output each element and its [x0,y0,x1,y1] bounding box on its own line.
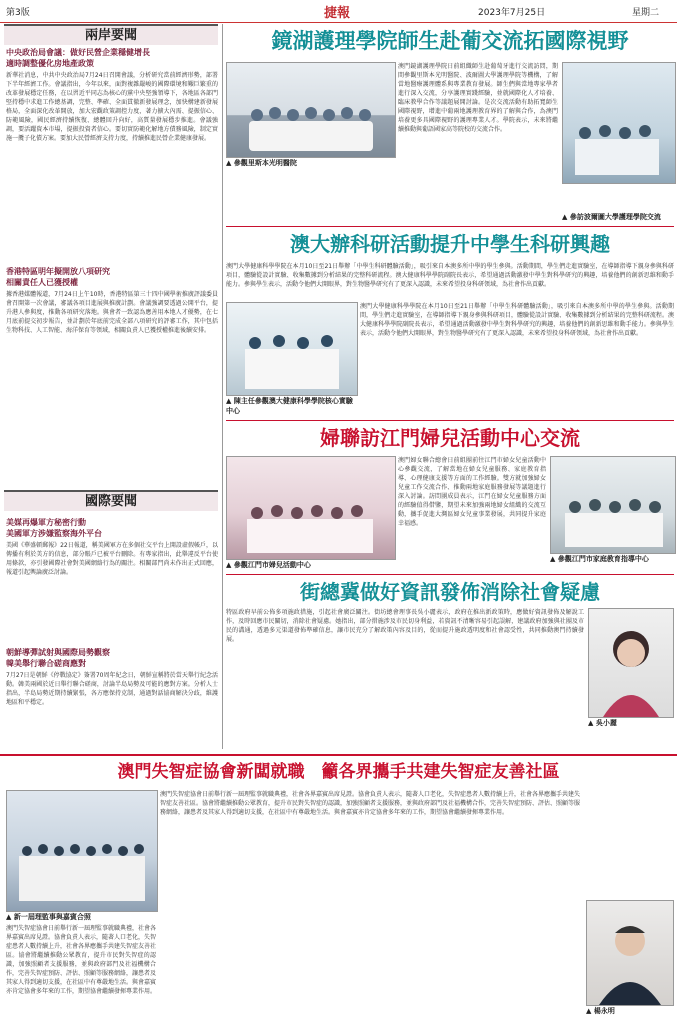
photo-inauguration-group [6,790,158,912]
issue-weekday: 星期二 [632,8,660,18]
divider [226,226,674,227]
article-subheadline: 適時調整優化房地產政策 [6,59,94,68]
article-body: 特區政府早前公佈多項施政措施，引起社會廣泛關注。街坊總會理事長吳小麗表示，政府在推出新政策時，應做好資訊發佈及解說工作，及時回應市民關切，消除社會疑慮。她指出，部分措施涉及市民切身利益，若資訊不清晰容易引起誤解，建議政府加強與社團及市民的溝通，透過多元渠道發佈準確信息，讓市民充分了解政策內容及目的，從而提升施政透明度和社會認受性，共同推動澳門持續發展。 [226,609,584,643]
photo-visit-university [562,62,676,184]
article-headline: 澳大辦科研活動提升中學生科研興趣 [290,232,610,256]
divider [226,420,674,421]
photo-caption: ▲ 參訪波爾圖大學護理學院交流 [562,212,674,222]
portrait-photo [588,608,674,718]
article-subheadline: 美國軍方涉嫌監察海外平台 [6,529,102,538]
photo-caption: ▲ 陳主任參觀澳大健康科學學院核心實驗中心 [226,396,356,416]
article-body: 澳門大學健康科學學院在本月10日至21日舉辦「中學生科研體驗活動」，吸引來自本澳多所中學的學生參與。活動期間，學生們走進實驗室，在導師指導下親身參與科研項目，體驗從設計實驗、收集數據到分析結果的完整科研流程。澳大健康科學學院副院長表示，希望通過活動激發中學生對科學研究的興趣，培養他們的創新思維和動手能力。參與學生表示，活動令他們大開眼界，對生物醫學研究有了更深入認識，未來希望投身科研領域，為社會作出貢獻。 [226,263,674,288]
photo-lab-visit [226,302,358,396]
photo-women-center [226,456,396,560]
article-subheadline: 相關責任人已獲授權 [6,278,78,287]
photo-caption: ▲ 參觀里斯本光明醫院 [226,158,394,168]
photo-caption: ▲ 新一屆理監事與嘉賓合照 [6,912,156,922]
divider [226,574,674,575]
article-headline: 鏡湖護理學院師生赴葡交流拓國際視野 [271,29,629,53]
article-body-cont: 澳門大學健康科學學院在本月10日至21日舉辦「中學生科研體驗活動」，吸引來自本澳多所中學的學生參與。活動期間，學生們走進實驗室，在導師指導下親身參與科研項目，體驗從設計實驗、收集數據到分析結果的完整科研流程。澳大健康科學學院副院長表示，希望通過活動激發中學生對科學研究的興趣，培養他們的創新思維和動手能力。參與學生表示，活動令他們大開眼界，對生物醫學研究有了更深入認識，未來希望投身科研領域，為社會作出貢獻。 [360,303,674,337]
photo-caption: ▲ 楊永明 [586,1006,672,1016]
article-headline: 澳門失智症協會新闆就職 籲各界攜手共建失智症友善社區 [117,762,560,782]
article-body: 澳門鏡湖護理學院日前組織師生赴葡萄牙進行交流訪問，期間參觀里斯本光明醫院、波爾圖大學護理學院等機構，了解當地醫療護理體系與專業教育發展。師生們與當地專家學者進行深入交流，分享護理實踐經驗，並就國際化人才培養、臨床教學合作等議題展開討論。是次交流活動有助拓寬師生國際視野，增進中葡兩地護理教育界的了解與合作，為澳門培養更多具國際視野的護理專業人才。學院表示，未來將繼續推動與葡語國家高等院校的交流合作。 [398,63,558,133]
article-subheadline: 韓美舉行聯合磋商應對 [6,659,86,668]
article-body: 澳門婦女聯合總會日前組團前往江門市婦女兒童活動中心參觀交流，了解當地在婦女兒童服務、家庭教育指導、心理健康支援等方面的工作經驗。雙方就加強婦女兒童工作交流合作、推動兩地家庭服務發展等議題進行深入討論。訪問團成員表示，江門在婦女兒童服務方面的經驗值得借鑒，期望未來加強兩地婦女組織的交流互動，攜手促進大灣區婦女兒童事業發展，共同提升家庭幸福感。 [398,457,546,527]
article-body: 澳門失智症協會日前舉行新一屆理監事就職典禮，社會各界嘉賓出席見證。協會負責人表示，隨著人口老化，失智症患者人數持續上升，社會各界應攜手共建失智症友善社區。協會將繼續推動公眾教育，提升市民對失智症的認識，加強照顧者支援服務，並與政府部門及社福機構合作，完善失智症預防、評估、照顧等服務網絡，讓患者及其家人得到適切支援，在社區中有尊嚴地生活。與會嘉賓亦肯定協會多年來的工作，期望協會繼續發揮專業作用。 [160,791,580,816]
section-header-cross-strait: 兩岸要聞 [4,24,218,45]
article-headline: 朝鮮導彈試射與國際局勢觀察 [6,648,110,657]
page-number: 第3版 [6,8,30,18]
column-divider [222,24,223,749]
article-headline: 美媒再爆軍方秘密行動 [6,518,86,527]
article-headline: 中央政治局會議：做好民營企業穩健增長 [6,48,150,57]
portrait-photo [586,900,674,1006]
article-headline: 街總冀做好資訊發佈消除社會疑慮 [300,580,600,604]
article-headline: 香港特區明年擬開放八項研究 [6,267,110,276]
article-body: 新華社消息，中共中央政治局7月24日召開會議，分析研究當前經濟形勢，部署下半年經濟工作。會議指出，今年以來，面對複雜嚴峻的國際環境和艱巨繁重的改革發展穩定任務，在以習近平同志為核心的黨中央堅強領導下，各地區各部門堅持穩中求進工作總基調，完整、準確、全面貫徹新發展理念，加快構建新發展格局，全面深化改革開放，加大宏觀政策調控力度，著力擴大內需、提振信心、防範風險，國民經濟持續恢復、總體回升向好，高質量發展穩步推進。會議強調，要活躍資本市場，提振投資者信心。要切實防範化解地方債務風險，制定實施一攬子化債方案。要加大民營經濟支持力度，持續推進民營企業健康發展。 [6,72,218,142]
issue-date: 2023年7月25日 [478,8,546,18]
masthead-logo: 捷報 [324,6,351,21]
photo-family-center [550,456,676,554]
photo-caption: ▲ 吳小麗 [588,718,672,728]
article-body: 7月27日是朝鮮《停戰協定》簽署70周年紀念日，朝鮮宣稱將於當天舉行紀念活動。韓美兩國於近日舉行聯合磋商，討論半島局勢及可能的應對方案。分析人士指出，半島局勢近期持續緊張，各方應保持克制，通過對話協商解決分歧，維護地區和平穩定。 [6,672,218,706]
section-header-international: 國際要聞 [4,490,218,511]
bottom-rule [0,754,677,756]
page-header [0,0,677,23]
article-body: 據香港媒體報道，7月24日上午10時，香港特區第三十四中國學術推廣評議委員會召開第一次會議，審議各項目進展與推廣計劃。會議強調要透過公開平台，提升港人參與度，推動各項研究落地。與會者一致認為應善用本地人才優勢，在七月底前提交初步報告，並計劃於年底前完成全部八項研究的評審工作，其中包括生物科技、人工智能、海洋保育等領域，相關負責人已獲授權推進後續安排。 [6,291,218,334]
photo-caption: ▲ 參觀江門市家庭教育指導中心 [550,554,674,564]
article-body-lower: 澳門失智症協會日前舉行新一屆理監事就職典禮，社會各界嘉賓出席見證。協會負責人表示，隨著人口老化，失智症患者人數持續上升，社會各界應攜手共建失智症友善社區。協會將繼續推動公眾教育，提升市民對失智症的認識，加強照顧者支援服務，並與政府部門及社福機構合作，完善失智症預防、評估、照顧等服務網絡，讓患者及其家人得到適切支援，在社區中有尊嚴地生活。與會嘉賓亦肯定協會多年來的工作，期望協會繼續發揮專業作用。 [6,925,156,995]
article-headline: 婦聯訪江門婦兒活動中心交流 [320,426,580,450]
photo-caption: ▲ 參觀江門市婦兒活動中心 [226,560,394,570]
article-body: 美國《華盛頓郵報》22日報道，稱美國軍方在多個社交平台上開設虛假帳戶，以傳播有利於美方的信息，部分賬戶已被平台刪除。有專家指出，此舉違反平台使用條款，亦引發國際社會對美國網絡行為的關注。相關部門尚未作出正式回應，報道引起輿論廣泛討論。 [6,542,218,576]
photo-group-portugal [226,62,396,158]
